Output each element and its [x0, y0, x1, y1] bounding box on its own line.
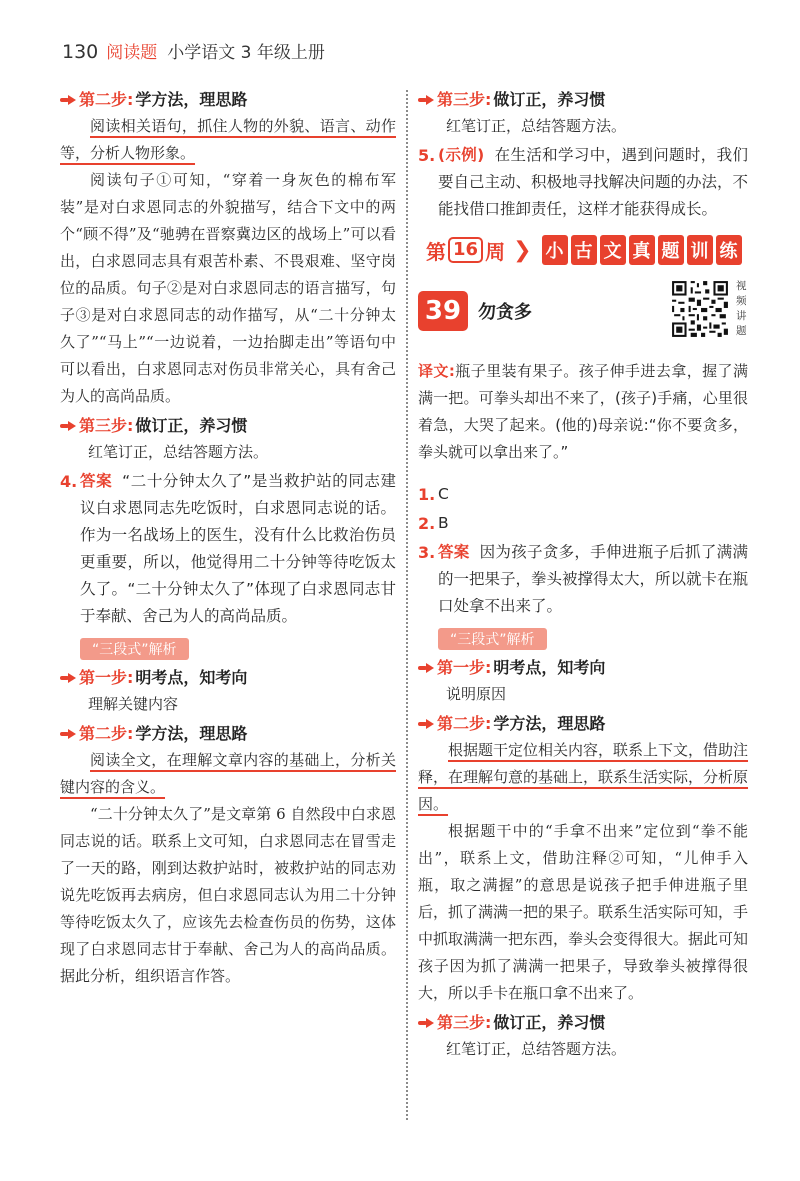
step-text: 学方法，理思路	[135, 90, 248, 109]
lesson-title: 勿贪多	[478, 302, 532, 323]
section-label: 阅读题	[106, 43, 158, 63]
step-heading	[418, 654, 748, 681]
qr-label: 视频讲题	[736, 280, 747, 337]
answer-text: “二十分钟太久了”是当救护站的同志建议白求恩同志先吃饭时，白求恩同志说的话。作为一名战场上的医生，没有什么比救治伤员更重要，所以，他觉得用二十分钟等待吃饭太久了。“二十分钟太久了”体现了白求恩同志甘于奉献、舍己为人的高尚品质。	[80, 472, 396, 625]
qr-code-icon[interactable]	[670, 279, 730, 339]
question-number: 4.	[60, 472, 78, 491]
week-title-char: 题	[658, 235, 684, 265]
step-text: 明考点，知考向	[493, 658, 606, 677]
step-heading	[418, 86, 748, 113]
step-heading	[418, 710, 748, 737]
week-prefix: 第	[426, 239, 446, 264]
step-label: 第一步:	[79, 668, 134, 687]
step-text: 做订正，养习惯	[493, 1013, 606, 1032]
step-body: 理解关键内容	[88, 695, 179, 713]
step-heading	[60, 412, 396, 439]
week-title-char: 真	[629, 235, 655, 265]
translation	[418, 358, 748, 466]
step-text: 做订正，养习惯	[493, 90, 606, 109]
arrow-bullet-icon	[418, 719, 434, 729]
method-underlined: 阅读全文，在理解文章内容的基础上，分析关键内容的含义。	[60, 751, 396, 796]
question-number: 3.	[418, 543, 436, 562]
step-body: 红笔订正，总结答题方法。	[446, 117, 627, 135]
method-text	[418, 737, 748, 818]
week-title-char: 古	[571, 235, 597, 265]
week-title-char: 文	[600, 235, 626, 265]
step-heading	[60, 720, 396, 747]
step-heading	[60, 86, 396, 113]
left-column	[60, 84, 396, 990]
week-title-char: 练	[716, 235, 742, 265]
method-text	[60, 747, 396, 801]
step-label: 第一步:	[437, 658, 492, 677]
week-banner	[426, 235, 748, 265]
answer-item	[418, 510, 748, 537]
arrow-bullet-icon	[418, 663, 434, 673]
question-number: 2.	[418, 514, 436, 533]
answer-body	[438, 142, 748, 223]
answer-item	[60, 468, 396, 630]
answer-item	[418, 481, 748, 508]
method-text	[60, 113, 396, 167]
step-label: 第二步:	[437, 714, 492, 733]
analysis-text: 阅读句子①可知，“穿着一身灰色的棉布军装”是对白求恩同志的外貌描写，结合下文中的两个“顾不得”及“驰骋在晋察冀边区的战场上”可以看出，白求恩同志具有艰苦朴素、不畏艰难、坚守岗位的品质。句子②是对白求恩同志的语言描写，句子③是对白求恩同志的动作描写，从“二十分钟太久了”“马上”“一边说着，一边抬脚走出”等语句中可以看出，白求恩同志对伤员非常关心，具有舍己为人的高尚品质。	[60, 171, 396, 405]
week-title-char: 小	[542, 235, 568, 265]
step-label: 第三步:	[79, 416, 134, 435]
answer-item	[418, 539, 748, 620]
column-divider	[406, 90, 408, 1120]
arrow-bullet-icon	[60, 729, 76, 739]
analysis-text: 根据题干中的“手拿不出来”定位到“拳不能出”，联系上文，借助注释②可知，“儿伸手入瓶，取之满握”的意思是说孩子把手伸进瓶子里后，抓了满满一把的果子。联系生活实际可知，手中抓取满满一把东西，拳头会变得很大。据此可知孩子因为抓了满满一把果子，导致拳头被撑得很大，所以手卡在瓶口拿不出来了。	[418, 822, 749, 1002]
step-body: 红笔订正，总结答题方法。	[88, 443, 269, 461]
question-number: 1.	[418, 485, 436, 504]
book-title: 小学语文 3 年级上册	[167, 43, 325, 63]
step-label: 第二步:	[79, 724, 134, 743]
step-label: 第二步:	[79, 90, 134, 109]
answer-item	[418, 142, 748, 223]
analysis-text: “二十分钟太久了”是文章第 6 自然段中白求恩同志说的话。联系上文可知，白求恩同志在冒雪走了一天的路，刚到达救护站时，被救护站的同志劝说先吃饭再去病房，但白求恩同志认为用二十分钟等待吃饭太久了，应该先去检查伤员的伤势，这体现了白求恩同志甘于奉献、舍己为人的高尚品质。据此分析，组织语言作答。	[60, 805, 396, 985]
step-heading	[418, 1009, 748, 1036]
question-number: 5.	[418, 146, 436, 165]
answer-tag: 答案	[80, 472, 113, 490]
analysis-badge: “三段式”解析	[80, 638, 189, 660]
step-text: 学方法，理思路	[135, 724, 248, 743]
step-heading	[60, 664, 396, 691]
answer-tag: 答案	[438, 543, 470, 561]
answer-tag: (示例)	[438, 146, 485, 164]
translation-text: 瓶子里装有果子。孩子伸手进去拿，握了满满一把。可拳头却出不来了，(孩子)手痛，心里很着急，大哭了起来。(他的)母亲说:“你不要贪多，拳头就可以拿出来了。”	[418, 362, 748, 461]
answer-body	[438, 539, 748, 620]
chevron-right-icon: ❯	[513, 237, 532, 263]
answer-text: 在生活和学习中，遇到问题时，我们要自己主动、积极地寻找解决问题的办法，不能找借口推卸责任，这样才能获得成长。	[438, 146, 749, 218]
step-label: 第三步:	[437, 1013, 492, 1032]
lesson-header	[418, 279, 748, 343]
step-text: 明考点，知考向	[135, 668, 248, 687]
arrow-bullet-icon	[60, 673, 76, 683]
week-title-char: 训	[687, 235, 713, 265]
step-label: 第三步:	[437, 90, 492, 109]
arrow-bullet-icon	[60, 421, 76, 431]
lesson-number: 39	[418, 291, 468, 331]
step-text: 做订正，养习惯	[135, 416, 248, 435]
week-number: 16	[448, 237, 483, 263]
answer-text: B	[438, 514, 449, 532]
answer-body	[80, 468, 396, 630]
week-suffix: 周	[485, 239, 506, 264]
analysis-badge: “三段式”解析	[438, 628, 547, 650]
step-text: 学方法，理思路	[493, 714, 606, 733]
page-number: 130	[62, 41, 99, 63]
arrow-bullet-icon	[418, 95, 434, 105]
arrow-bullet-icon	[60, 95, 76, 105]
answer-text: 因为孩子贪多，手伸进瓶子后抓了满满的一把果子，拳头被撑得太大，所以就卡在瓶口处拿不出来了。	[438, 543, 749, 615]
method-underlined: 阅读相关语句，抓住人物的外貌、语言、动作等，分析人物形象。	[60, 117, 396, 162]
arrow-bullet-icon	[418, 1018, 434, 1028]
answer-text: C	[438, 485, 449, 503]
right-column	[418, 84, 748, 1063]
page-header	[62, 38, 325, 63]
step-body: 红笔订正，总结答题方法。	[446, 1040, 627, 1058]
step-body: 说明原因	[446, 685, 507, 703]
method-underlined: 根据题干定位相关内容，联系上下文，借助注释，在理解句意的基础上，联系生活实际，分析原因。	[418, 741, 749, 813]
translation-label: 译文:	[418, 362, 455, 380]
